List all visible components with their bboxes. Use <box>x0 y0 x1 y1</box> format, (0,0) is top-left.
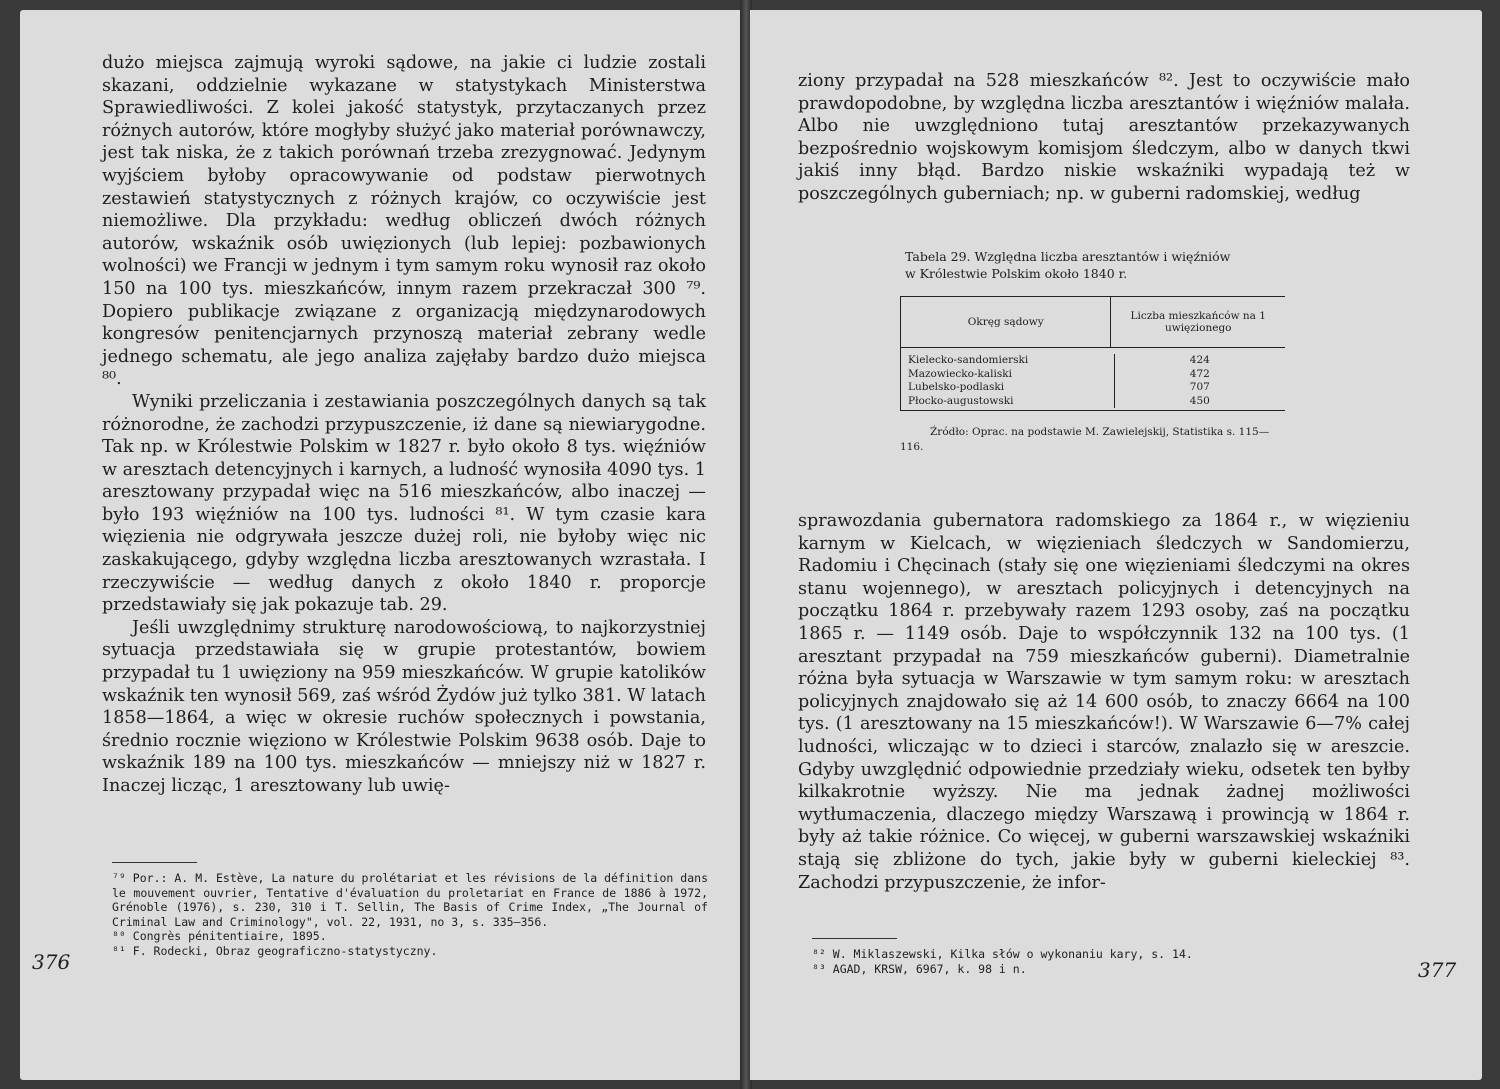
data-table <box>900 296 1285 411</box>
footnote: ⁸² W. Miklaszewski, Kilka słów o wykonaniu kary, s. 14. <box>812 947 1193 961</box>
left-paragraph: dużo miejsca zajmują wyroki sądowe, na jakie ci ludzie zostali skazani, oddzielnie wykazane w statystykach Ministerstwa Sprawiedliwości. Z kolei jakość statystyk, przytaczanych przez różnych autorów, które mogłyby służyć jako materiał porównawczy, jest tak niska, że z takich porównań trzeba zrezygnować. Jedynym wyjściem byłoby opracowywanie od podstaw pierwotnych zestawień statystycznych z różnych krajów, co oczywiście jest niemożliwe. Dla przykładu: według obliczeń dwóch różnych autorów, wskaźnik osób uwięzionych (lub lepiej: pozbawionych wolności) we Francji w jednym i tym samym roku wynosił raz około 150 na 100 tys. mieszkańców, innym razem przekraczał 300 ⁷⁹. Dopiero publikacje związane z organizacją międzynarodowych kongresów penitencjarnych przynoszą materiał zebrany wedle jednego schematu, ale jego analiza zajęłaby bardzo dużo miejsca ⁸⁰. <box>102 53 706 390</box>
footnote-rule <box>812 938 897 939</box>
column-header-ratio: Liczba mieszkańców na 1 uwięzionego <box>1110 297 1285 347</box>
page-number-left: 376 <box>32 950 71 974</box>
table-source: Źródło: Oprac. na podstawie M. Zawielejskij, Statistika s. 115—116. <box>900 426 1270 453</box>
footnote: ⁸¹ F. Rodecki, Obraz geograficzno-statystyczny. <box>112 943 438 958</box>
table-cell-value: 424 <box>1189 354 1210 366</box>
table-cell-district: Płocko-augustowski <box>908 394 1014 407</box>
table-body <box>901 348 1285 410</box>
table-cell-value: 450 <box>1189 394 1210 407</box>
right-paragraph: sprawozdania gubernatora radomskiego za 1864 r., w więzieniu karnym w Kielcach, w więzieniach śledczych w Sandomierzu, Radomiu i Chęcinach (stały się one więzieniami śledczymi na okres stanu wojennego), w aresztach policyjnych i detencyjnych na początku 1864 r. przebywały razem 1293 osoby, zaś na początku 1865 r. — 1149 osób. Daje to współczynnik 132 na 100 tys. (1 aresztant przypadał na 759 mieszkańców guberni). Diametralnie różna była sytuacja w Warszawie w tym samym roku: w aresztach policyjnych znajdowało się aż 14 600 osób, to znaczy 6664 na 100 tys. (1 aresztowany na 15 mieszkańców!). W Warszawie 6—7% całej ludności, wliczając w to dzieci i starców, znalazło się w areszcie. Gdyby uwzględnić odpowiednie przedziały wieku, odsetek ten byłby kilkakrotnie wyższy. Nie ma jednak żadnej możliwości wytłumaczenia, dlaczego między Warszawą i prowincją w 1864 r. były aż takie różnice. Co więcej, w guberni warszawskiej wskaźniki stają się zbliżone do tych, jakie były w guberni kieleckiej ⁸³. Zachodzi przypuszczenie, że infor- <box>798 511 1410 893</box>
right-paragraph: ziony przypadał na 528 mieszkańców ⁸². Jest to oczywiście mało prawdopodobne, by względna liczba aresztantów i więźniów malała. Albo nie uwzględniono tutaj aresztantów przekazywanych bezpośrednio wojskowym komisjom śledczym, albo w danych tkwi jakiś inny błąd. Bardzo niskie wskaźniki wypadają też w poszczególnych guberniach; np. w guberni radomskiej, według <box>798 71 1410 204</box>
left-paragraph: Jeśli uwzględnimy strukturę narodowościową, to najkorzystniej sytuacja przedstawiała się w grupie protestantów, bowiem przypadał tu 1 uwięziony na 959 mieszkańców. W grupie katolików wskaźnik ten wynosił 569, zaś wśród Żydów już tylko 381. W latach 1858—1864, a więc w okresie ruchów społecznych i powstania, średnio rocznie więziono w Królestwie Polskim 9638 osób. Daje to wskaźnik 189 na 100 tys. mieszkańców — mniejszy niż w 1827 r. Inaczej licząc, 1 aresztowany lub uwię- <box>102 617 706 796</box>
district-column <box>901 354 1114 408</box>
left-body-text <box>102 52 706 798</box>
table-cell-value: 707 <box>1189 381 1210 393</box>
footnote: ⁸³ AGAD, KRSW, 6967, k. 98 i n. <box>812 961 1027 976</box>
table-cell-value: 472 <box>1189 367 1210 380</box>
left-footnotes <box>112 862 708 959</box>
ratio-column <box>1114 354 1285 408</box>
column-header-district: Okręg sądowy <box>967 316 1044 328</box>
table-caption <box>905 248 1290 282</box>
table-cell-district: Mazowiecko-kaliski <box>908 367 1012 380</box>
right-body-text-top <box>798 70 1410 206</box>
page-number-right: 377 <box>1418 958 1457 982</box>
footnote: ⁷⁹ Por.: A. M. Estève, La nature du prolétariat et les révisions de la définition dans le mouvement ouvrier, Tentative d'évaluation du proletariat en France de 1886 à 1972, Grénoble (1976), s. 230, 310 i T. Sellin, The Basis of Crime Index, „The Journal of Criminal Law and Criminology", vol. 22, 1931, no 3, s. 335—356. <box>112 871 708 929</box>
right-footnotes <box>812 938 1412 976</box>
table-cell-district: Lubelsko-podlaski <box>908 381 1005 393</box>
table-caption-line: Tabela 29. Względna liczba aresztantów i więźniów <box>905 249 1231 264</box>
table-caption-line: w Królestwie Polskim około 1840 r. <box>905 266 1128 281</box>
table-header <box>901 297 1285 348</box>
left-page <box>20 10 742 1080</box>
right-page <box>750 10 1482 1080</box>
footnote-rule <box>112 862 197 863</box>
table-cell-district: Kielecko-sandomierski <box>908 354 1029 366</box>
right-body-text-bottom <box>798 510 1410 894</box>
table-29 <box>900 248 1290 455</box>
footnote: ⁸⁰ Congrès pénitentiaire, 1895. <box>112 929 327 944</box>
left-paragraph: Wyniki przeliczania i zestawiania poszczególnych danych są tak różnorodne, że zachodzi przypuszczenie, iż dane są niewiarygodne. Tak np. w Królestwie Polskim w 1827 r. było około 8 tys. więźniów w aresztach detencyjnych i karnych, a ludność wynosiła 4090 tys. 1 aresztowany przypadał więc na 516 mieszkańców, albo inaczej — było 193 więźniów na 100 tys. ludności ⁸¹. W tym czasie kara więzienia nie odgrywała jeszcze dużej roli, nie byłoby więc nic zaskakującego, gdyby względna liczba aresztowanych wzrastała. I rzeczywiście — według danych z około 1840 r. proporcje przedstawiały się jak pokazuje tab. 29. <box>102 391 706 616</box>
